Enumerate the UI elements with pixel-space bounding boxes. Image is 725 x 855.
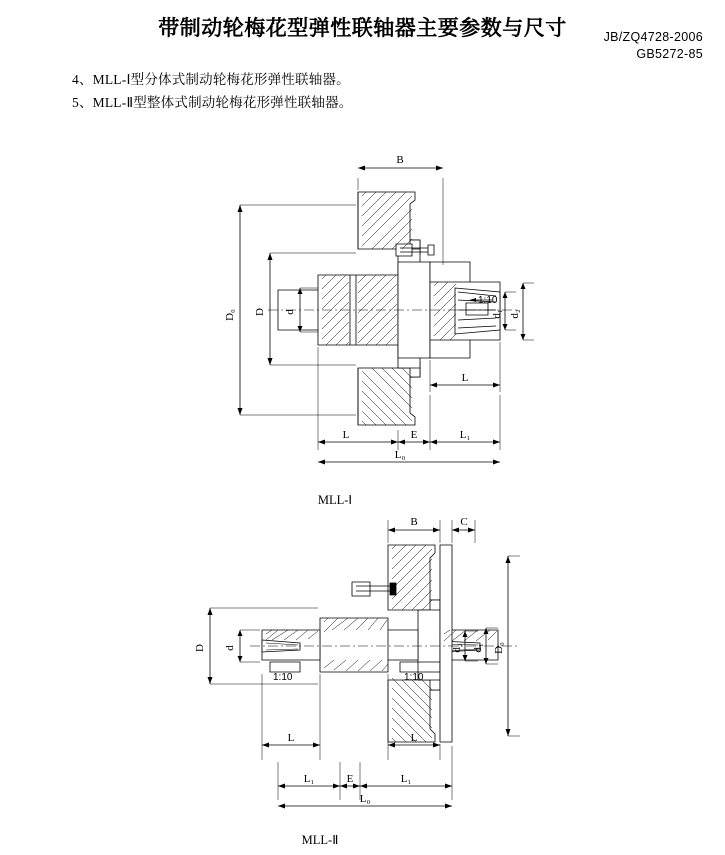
dim-fig1-d1: d₁ (491, 309, 503, 319)
page-title: 带制动轮梅花型弹性联轴器主要参数与尺寸 (158, 16, 567, 40)
dim-fig1-d2: d₂ (509, 309, 521, 319)
dim-fig2-D: D (194, 644, 206, 652)
dim-fig1-B: B (396, 154, 404, 166)
note-item-2: 5、MLL-Ⅱ型整体式制动轮梅花形弹性联轴器。 (72, 95, 353, 110)
dim-fig1-L-right: L (461, 372, 469, 384)
dim-fig2-taper-right: 1:10 (404, 672, 424, 683)
dim-fig2-E: E (346, 773, 354, 785)
dim-fig1-D: D (254, 308, 266, 316)
dim-fig1-L: L (342, 429, 350, 441)
dim-fig2-C: C (460, 516, 468, 528)
standard-code-2: GB5272-85 (636, 47, 703, 61)
dim-fig1-d: d (284, 309, 296, 315)
dim-fig2-B: B (410, 516, 418, 528)
dim-fig2-D0: D₀ (493, 642, 505, 654)
dim-fig2-L0: L₀ (359, 793, 371, 805)
dim-fig2-L-left: L (287, 732, 295, 744)
figure-caption-1: MLL-Ⅰ (317, 493, 353, 507)
dim-fig1-E: E (410, 429, 418, 441)
dim-fig2-d1: d₁ (472, 643, 484, 653)
dim-fig1-L0: L₀ (394, 449, 406, 461)
figure-caption-2: MLL-Ⅱ (301, 833, 339, 847)
dim-fig2-L1-right: L₁ (400, 773, 412, 785)
dim-fig2-taper-left: 1:10 (273, 672, 293, 683)
dim-fig2-L1-left: L₁ (303, 773, 315, 785)
dim-fig2-d2: d₂ (451, 643, 463, 653)
dim-fig1-L1: L₁ (459, 429, 471, 441)
dim-fig2-L-right: L (410, 732, 418, 744)
dim-fig2-d: d (224, 645, 236, 651)
standard-code-1: JB/ZQ4728-2006 (603, 30, 703, 44)
dim-fig1-D0: D₀ (224, 309, 236, 321)
dim-fig1-taper: 1:10 (478, 295, 498, 306)
note-item-1: 4、MLL-Ⅰ型分体式制动轮梅花形弹性联轴器。 (72, 72, 350, 87)
